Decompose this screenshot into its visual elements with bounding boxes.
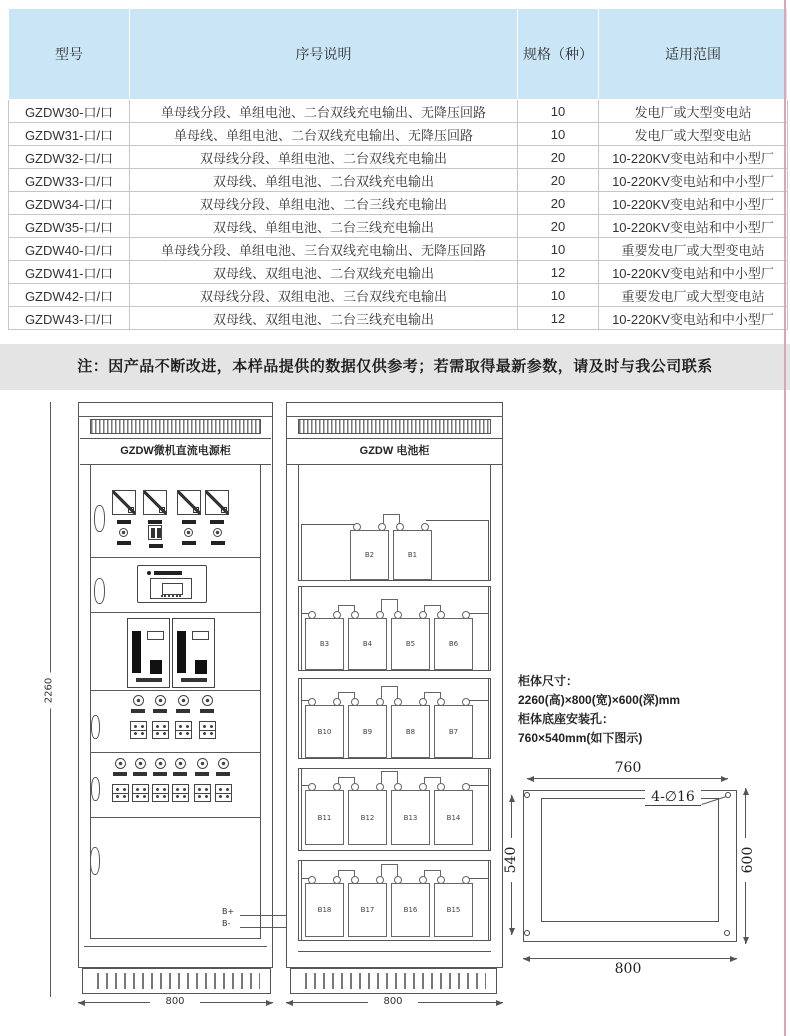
battery-label: B16	[403, 906, 418, 914]
desc-cell: 双母线、双组电池、二台双线充电输出	[130, 261, 518, 284]
breaker-column-icon	[194, 758, 210, 806]
range-cell: 10-220KV变电站和中小型厂	[599, 215, 788, 238]
battery-box	[348, 790, 387, 845]
panel-divider	[90, 612, 261, 613]
door-handle	[90, 847, 100, 875]
battery-label: B14	[446, 813, 461, 822]
analog-meter-icon	[112, 490, 136, 515]
model-cell: GZDW40-口/口	[9, 238, 130, 261]
breaker-column-icon	[152, 695, 168, 743]
height-dimension-label: 2260	[44, 673, 55, 709]
spec-cell: 12	[518, 261, 599, 284]
mount-hole-callout: 4-∅16	[645, 789, 701, 806]
mount-right-dimension-label: 600	[740, 838, 756, 882]
table-row	[9, 169, 788, 192]
mount-left-dimension-label: 540	[503, 838, 519, 882]
breaker-column-icon	[215, 758, 231, 806]
mount-bottom-dimension-line	[523, 958, 737, 959]
charger-module	[172, 618, 215, 688]
panel-divider	[90, 690, 261, 691]
monitor-screen	[150, 578, 192, 599]
breaker-column-icon	[199, 695, 215, 743]
mount-top-dimension-line	[527, 778, 728, 779]
door-bottom-line	[90, 938, 261, 939]
range-cell: 发电厂或大型变电站	[599, 100, 788, 123]
door-bottom-line	[84, 946, 267, 947]
indicator-knob-icon	[213, 528, 222, 537]
battery-box	[434, 705, 473, 758]
battery-cabinet-title-band	[287, 438, 502, 465]
monitor-led-icon	[147, 571, 151, 575]
model-cell: GZDW42-口/口	[9, 284, 130, 307]
battery-cabinet-plinth	[290, 968, 497, 994]
battery-shelf	[298, 940, 491, 952]
table-row	[9, 100, 788, 123]
technical-drawing	[0, 390, 790, 1036]
desc-cell: 单母线分段、单组电池、三台双线充电输出、无降压回路	[130, 238, 518, 261]
power-cabinet-title: GZDW微机直流电源柜	[120, 445, 231, 457]
battery-label: B18	[317, 906, 332, 914]
door-handle	[94, 505, 105, 532]
spec-cell: 20	[518, 192, 599, 215]
battery-label: B13	[403, 813, 418, 822]
battery-link-wire	[467, 785, 488, 786]
door-handle	[91, 715, 100, 739]
indicator-knob-icon	[184, 528, 193, 537]
terminal-label-negative: B-	[222, 919, 231, 928]
battery-shelf	[298, 670, 491, 679]
table-row	[9, 215, 788, 238]
battery-box	[305, 883, 344, 937]
spec-note-line: 2260(高)×800(宽)×600(深)mm	[518, 693, 681, 707]
battery-box	[393, 530, 432, 580]
battery-box	[348, 883, 387, 937]
battery-label: B6	[448, 640, 459, 648]
page-right-edge-line	[784, 0, 786, 1036]
model-cell: GZDW34-口/口	[9, 192, 130, 215]
battery-link-wire	[467, 613, 488, 614]
spec-note-line: 柜体尺寸：	[518, 674, 579, 688]
analog-meter-icon	[143, 490, 167, 515]
battery-label: B4	[362, 640, 373, 648]
breaker-column-icon	[175, 695, 191, 743]
battery-box	[434, 618, 473, 670]
width-dimension-label: 800	[368, 996, 418, 1007]
battery-label: B1	[407, 551, 418, 559]
panel-divider	[90, 557, 261, 558]
range-cell: 10-220KV变电站和中小型厂	[599, 169, 788, 192]
plinth-vent-slots	[93, 973, 260, 989]
col-header-description: 序号说明	[130, 9, 518, 100]
desc-cell: 单母线分段、单组电池、二台双线充电输出、无降压回路	[130, 100, 518, 123]
table-row	[9, 238, 788, 261]
width-dimension-label: 800	[150, 996, 200, 1007]
desc-cell: 双母线分段、单组电池、二台双线充电输出	[130, 146, 518, 169]
battery-shelf	[298, 758, 491, 769]
table-row	[9, 307, 788, 330]
model-cell: GZDW43-口/口	[9, 307, 130, 330]
spec-cell: 20	[518, 146, 599, 169]
power-cabinet-plinth	[82, 968, 271, 994]
battery-box	[348, 618, 387, 670]
battery-box	[391, 790, 430, 845]
spec-cell: 20	[518, 169, 599, 192]
col-header-spec: 规格（种）	[518, 9, 599, 100]
panel-divider	[90, 752, 261, 753]
range-cell: 10-220KV变电站和中小型厂	[599, 192, 788, 215]
model-cell: GZDW32-口/口	[9, 146, 130, 169]
battery-label: B5	[405, 640, 416, 648]
battery-label: B12	[360, 813, 375, 822]
desc-cell: 双母线、单组电池、二台双线充电输出	[130, 169, 518, 192]
spec-cell: 20	[518, 215, 599, 238]
range-cell: 重要发电厂或大型变电站	[599, 284, 788, 307]
plinth-vent-slots	[301, 973, 486, 989]
desc-cell: 双母线分段、单组电池、二台三线充电输出	[130, 192, 518, 215]
battery-label: B11	[317, 813, 332, 822]
battery-cabinet-cap-line	[286, 416, 503, 417]
spec-cell: 10	[518, 284, 599, 307]
battery-box	[391, 705, 430, 758]
charger-display	[147, 631, 164, 640]
battery-box	[391, 883, 430, 937]
spec-cell: 10	[518, 123, 599, 146]
analog-meter-icon	[177, 490, 201, 515]
breaker-column-icon	[152, 758, 168, 806]
desc-cell: 双母线、单组电池、二台三线充电输出	[130, 215, 518, 238]
range-cell: 10-220KV变电站和中小型厂	[599, 307, 788, 330]
indicator-knob-icon	[119, 528, 128, 537]
battery-shelf	[298, 580, 491, 587]
table-header-row	[9, 9, 788, 100]
cabinet-spec-note	[518, 672, 758, 748]
mount-hole-icon	[524, 930, 530, 936]
battery-link-wire	[426, 520, 488, 521]
breaker-column-icon	[132, 758, 148, 806]
mount-hole-icon	[724, 930, 730, 936]
col-header-range: 适用范围	[599, 9, 788, 100]
col-header-model: 型号	[9, 9, 130, 100]
monitor-label-strip	[154, 571, 182, 575]
power-cabinet-cap-line	[78, 416, 273, 417]
battery-link-wire	[467, 700, 488, 701]
breaker-column-icon	[112, 758, 128, 806]
battery-link-wire	[467, 878, 488, 879]
table-row	[9, 284, 788, 307]
battery-box	[434, 790, 473, 845]
battery-label: B10	[317, 727, 332, 736]
desc-cell: 双母线分段、双组电池、三台双线充电输出	[130, 284, 518, 307]
battery-label: B7	[448, 727, 459, 736]
terminal-label-positive: B+	[222, 907, 235, 916]
table-row	[9, 192, 788, 215]
breaker-column-icon	[130, 695, 146, 743]
table-row	[9, 261, 788, 284]
model-cell: GZDW41-口/口	[9, 261, 130, 284]
desc-cell: 双母线、双组电池、二台三线充电输出	[130, 307, 518, 330]
monitor-module	[137, 565, 207, 603]
battery-box	[348, 705, 387, 758]
range-cell: 发电厂或大型变电站	[599, 123, 788, 146]
table-row	[9, 123, 788, 146]
charger-module	[127, 618, 170, 688]
battery-label: B8	[405, 727, 416, 736]
double-pushbutton-icon	[148, 525, 162, 540]
panel-divider	[90, 817, 261, 818]
battery-shelf	[298, 850, 491, 861]
spec-note-line: 760×540mm(如下图示)	[518, 731, 643, 745]
battery-box	[391, 618, 430, 670]
model-cell: GZDW30-口/口	[9, 100, 130, 123]
breaker-column-icon	[172, 758, 188, 806]
battery-link-wire	[301, 524, 356, 525]
battery-box	[305, 618, 344, 670]
charger-display	[192, 631, 209, 640]
battery-box	[305, 705, 344, 758]
mount-top-dimension-label: 760	[588, 760, 668, 776]
battery-label: B15	[446, 906, 461, 914]
mount-hole-icon	[524, 792, 530, 798]
model-cell: GZDW33-口/口	[9, 169, 130, 192]
battery-box	[305, 790, 344, 845]
battery-label: B9	[362, 727, 373, 736]
model-cell: GZDW31-口/口	[9, 123, 130, 146]
note-bar: 注：因产品不断改进，本样品提供的数据仅供参考；若需取得最新参数，请及时与我公司联系	[0, 344, 790, 390]
battery-cabinet-top-vent	[298, 419, 491, 434]
range-cell: 10-220KV变电站和中小型厂	[599, 146, 788, 169]
charger-vent-block	[150, 660, 162, 674]
table-row	[9, 146, 788, 169]
analog-meter-icon	[205, 490, 229, 515]
battery-cabinet-title: GZDW 电池柜	[359, 445, 430, 457]
spec-cell: 12	[518, 307, 599, 330]
desc-cell: 单母线、单组电池、二台双线充电输出、无降压回路	[130, 123, 518, 146]
range-cell: 重要发电厂或大型变电站	[599, 238, 788, 261]
power-cabinet-title-band	[80, 438, 271, 465]
battery-label: B17	[360, 906, 375, 914]
range-cell: 10-220KV变电站和中小型厂	[599, 261, 788, 284]
spec-cell: 10	[518, 100, 599, 123]
spec-cell: 10	[518, 238, 599, 261]
battery-label: B2	[364, 551, 375, 559]
door-handle	[91, 777, 100, 801]
spec-note-line: 柜体底座安装孔：	[518, 712, 615, 726]
spec-table	[8, 8, 788, 330]
power-cabinet-top-vent	[90, 419, 261, 434]
battery-label: B3	[319, 640, 330, 648]
mount-inner-rect	[541, 798, 719, 922]
door-handle	[94, 578, 105, 604]
battery-box	[350, 530, 389, 580]
battery-box	[434, 883, 473, 937]
mount-bottom-dimension-label: 800	[588, 961, 668, 977]
charger-vent-block	[195, 660, 207, 674]
model-cell: GZDW35-口/口	[9, 215, 130, 238]
